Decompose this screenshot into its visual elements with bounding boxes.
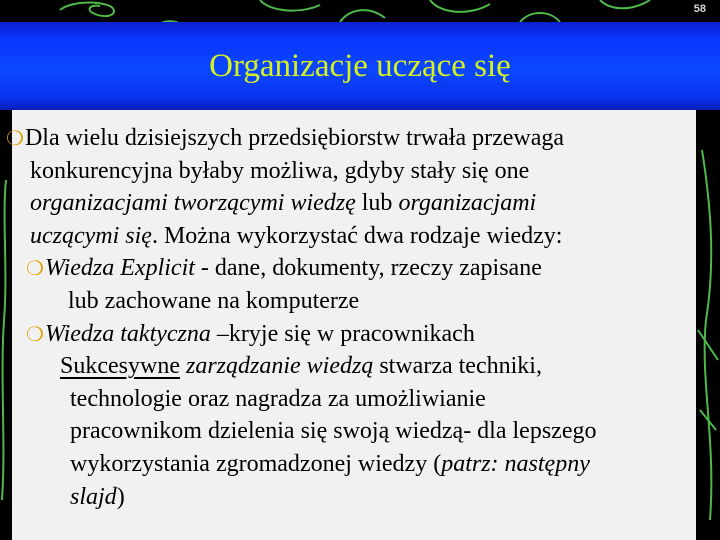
paragraph-2-line-1: Sukcesywne zarządzanie wiedzą stwarza techniki, <box>60 353 542 380</box>
paragraph-2-line-4: wykorzystania zgromadzonej wiedzy (patrz: następny <box>70 451 590 477</box>
paragraph-2-line-5: slajd) <box>70 483 125 510</box>
paragraph-2-line-3: pracownikom dzielenia się swoją wiedzą- dla lepszego <box>70 418 597 445</box>
sub-bullet-explicit-line-2: lub zachowane na komputerze <box>68 288 360 314</box>
paragraph-2-line-2: technologie oraz nagradza za umożliwianie <box>70 385 486 412</box>
content-area <box>6 110 696 540</box>
bullet-icon: ❍ <box>26 258 44 281</box>
sub-bullet-tacit: ❍Wiedza taktyczna –kryje się w pracownikach <box>26 320 475 347</box>
paragraph-1-line-4: uczącymi się. Można wykorzystać dwa rodzaje wiedzy: <box>30 222 563 249</box>
paragraph-1-line-2: konkurencyjna byłaby możliwa, gdyby stały się one <box>30 157 530 184</box>
bullet-icon: ❍ <box>26 323 44 346</box>
slide-title: Organizacje uczące się <box>209 48 511 84</box>
paragraph-1-line-3: organizacjami tworzącymi wiedzę lub organizacjami <box>30 190 537 217</box>
paragraph-1-line-1: ❍Dla wielu dzisiejszych przedsiębiorstw trwała przewaga <box>6 125 565 151</box>
sub-bullet-explicit: ❍Wiedza Explicit - dane, dokumenty, rzeczy zapisane <box>26 255 542 282</box>
page-number: 58 <box>693 3 706 15</box>
bullet-icon: ❍ <box>6 128 24 150</box>
